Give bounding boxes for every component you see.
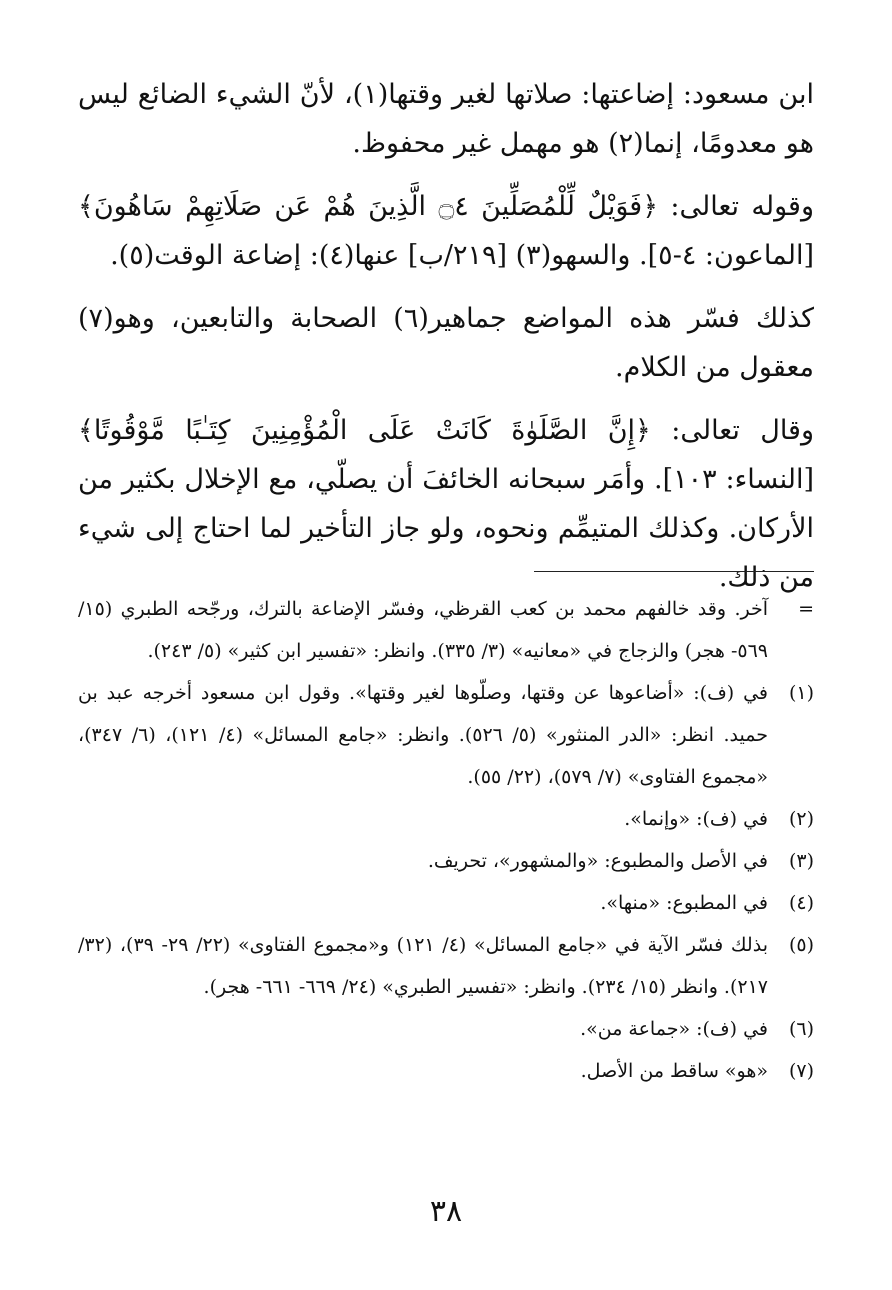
paragraph-3: كذلك فسّر هذه المواضع جماهير(٦) الصحابة والتابعين، وهو(٧) معقول من الكلام. [78,303,814,383]
footnote-text: بذلك فسّر الآية في «جامع المسائل» (٤/ ١٢١) و«مجموع الفتاوى» (٢٢/ ٢٩- ٣٩)، (٣٢/ ٢١٧). وانظر (١٥/ ٢٣٤). وانظر: «تفسير الطبري» (٢٤/ ٦٦٩- ٦٦١- هجر). [78,934,768,998]
footnote-number: (٧) [788,1060,814,1082]
main-text [78,70,814,602]
footnote-5 [78,924,814,1008]
footnote-marker: = [798,598,814,620]
footnote-number: (٣) [788,850,814,872]
footnote-text: في (ف): «وإنما». [624,808,768,830]
footnote-6 [78,1008,814,1050]
footnote-number: (٤) [788,892,814,914]
footnote-text: في (ف): «أضاعوها عن وقتها، وصلّوها لغير وقتها». وقول ابن مسعود أخرجه عبد بن حميد. انظر: «الدر المنثور» (٥/ ٥٢٦). وانظر: «جامع المسائل» (٤/ ١٢١)، (٦/ ٣٤٧)، «مجموع الفتاوى» (٧/ ٥٧٩)، (٢٢/ ٥٥). [78,682,768,788]
footnote-1 [78,672,814,798]
footnote-7 [78,1050,814,1092]
footnote-3 [78,840,814,882]
footnote-number: (٦) [788,1018,814,1040]
footnote-text: «هو» ساقط من الأصل. [580,1060,768,1082]
footnote-number: (٢) [788,808,814,830]
footnote-number: (١) [788,682,814,704]
footnote-text: في الأصل والمطبوع: «والمشهور»، تحريف. [427,850,768,872]
footnote-separator [534,571,814,572]
footnote-continued [78,588,814,672]
page-number: ٣٨ [429,1194,463,1229]
footnotes [78,588,814,1092]
footnote-2 [78,798,814,840]
footnote-text: في (ف): «جماعة من». [580,1018,768,1040]
footnote-text: في المطبوع: «منها». [600,892,768,914]
paragraph-2: وقوله تعالى: ﴿فَوَيْلٌ لِّلْمُصَلِّينَ ۝٤ الَّذِينَ هُمْ عَن صَلَاتِهِمْ سَاهُونَ﴾ [الماعون: ٤-٥]. والسهو(٣) [٢١٩/ب] عنها(٤): إضاعة الوقت(٥). [78,191,814,271]
footnote-number: (٥) [788,934,814,956]
footnote-text: آخر. وقد خالفهم محمد بن كعب القرظي، وفسّر الإضاعة بالترك، ورجّحه الطبري (١٥/ ٥٦٩- هجر) والزجاج في «معانيه» (٣/ ٣٣٥). وانظر: «تفسير ابن كثير» (٥/ ٢٤٣). [78,598,768,662]
footnote-4 [78,882,814,924]
paragraph-1: ابن مسعود: إضاعتها: صلاتها لغير وقتها(١)، لأنّ الشيء الضائع ليس هو معدومًا، إنما(٢) هو مهمل غير محفوظ. [78,79,815,159]
paragraph-4: وقال تعالى: ﴿إِنَّ الصَّلَوٰةَ كَانَتْ عَلَى الْمُؤْمِنِينَ كِتَـٰبًا مَّوْقُوتًا﴾ [النساء: ١٠٣]. وأمَر سبحانه الخائفَ أن يصلّي، مع الإخلال بكثير من الأركان. وكذلك المتيمِّم ونحوه، ولو جاز التأخير لما احتاج إلى شيء من ذلك. [78,415,814,593]
